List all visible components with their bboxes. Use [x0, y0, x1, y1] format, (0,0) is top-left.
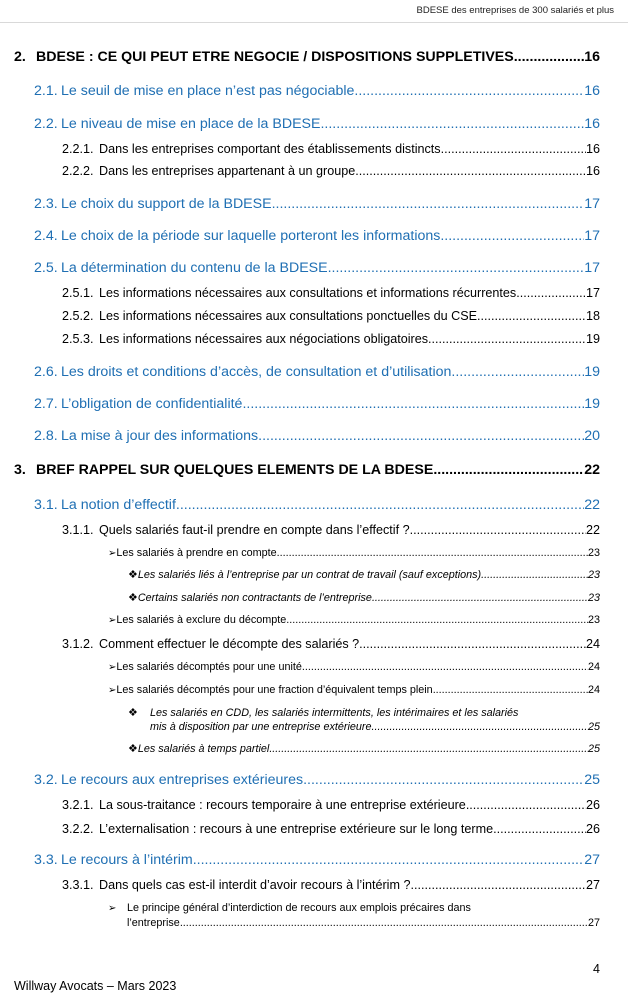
toc-page: 22: [585, 523, 600, 537]
toc-title: Dans quels cas est-il interdit d’avoir recours à l’intérim ?: [99, 878, 411, 892]
toc-number: 3.1.2.: [62, 637, 94, 651]
toc-title: Dans les entreprises appartenant à un groupe: [99, 164, 356, 178]
toc-entry-bullet[interactable]: [108, 684, 600, 696]
toc-entry-2-4[interactable]: [34, 228, 600, 244]
toc-number: 2.7.: [34, 396, 58, 412]
toc-page: 23: [587, 547, 600, 559]
toc-page: 22: [584, 497, 600, 513]
toc-entry-2-3[interactable]: [34, 196, 600, 212]
toc-page: 25: [587, 721, 600, 734]
toc-title: Les salariés à exclure du décompte: [116, 614, 287, 626]
toc-title: Certains salariés non contractants de l’entreprise: [137, 592, 372, 605]
footer-text: Willway Avocats – Mars 2023: [14, 979, 177, 993]
toc-title: La détermination du contenu de la BDESE: [61, 260, 328, 276]
toc-number: 3.2.1.: [62, 798, 94, 812]
toc-number: 2.2.1.: [62, 142, 94, 156]
toc-entry-2[interactable]: [14, 49, 600, 65]
toc-leader: [371, 720, 588, 734]
toc-page: 17: [584, 260, 600, 276]
toc-number: 3.1.: [34, 497, 58, 513]
toc-title: Les informations nécessaires aux consultations et informations récurrentes: [99, 286, 517, 300]
toc-entry-bullet[interactable]: [108, 547, 600, 559]
toc-entry-3[interactable]: [14, 462, 600, 478]
toc-leader: [410, 523, 586, 537]
toc-entry-2-2-2[interactable]: [62, 164, 600, 178]
toc-title: Les salariés décomptés pour une unité: [116, 661, 302, 673]
arrow-bullet-icon: ➢: [108, 684, 117, 696]
toc-entry-bullet[interactable]: [108, 614, 600, 626]
toc-leader: [302, 661, 588, 673]
toc-leader: [272, 196, 585, 212]
toc-title: Les salariés à prendre en compte: [116, 547, 277, 559]
toc-number: 2.4.: [34, 228, 58, 244]
toc-page: 16: [584, 49, 600, 65]
toc-entry-sub-bullet[interactable]: [128, 706, 600, 734]
toc-title: Dans les entreprises comportant des établissements distincts: [99, 142, 441, 156]
toc-title: Les droits et conditions d’accès, de consultation et d’utilisation: [61, 364, 452, 380]
toc-entry-bullet[interactable]: [108, 661, 600, 673]
toc-leader: [176, 497, 584, 513]
toc-entry-sub-bullet[interactable]: [128, 569, 600, 582]
arrow-bullet-icon: ➢: [108, 661, 117, 673]
toc-page: 23: [587, 592, 600, 605]
toc-page: 17: [584, 196, 600, 212]
toc-page: 16: [585, 164, 600, 178]
arrow-bullet-icon: ➢: [108, 614, 117, 626]
toc-number: 2.: [14, 49, 26, 65]
toc-number: 2.5.3.: [62, 332, 94, 346]
toc-number: 3.1.1.: [62, 523, 94, 537]
toc-title: L’obligation de confidentialité: [61, 396, 243, 412]
toc-title: La notion d’effectif: [61, 497, 176, 513]
toc-entry-2-5-2[interactable]: [62, 309, 600, 323]
toc-leader: [493, 822, 586, 836]
toc-leader: [451, 364, 584, 380]
toc-page: 24: [585, 637, 600, 651]
toc-leader: [441, 142, 586, 156]
toc-entry-2-8[interactable]: [34, 428, 600, 444]
toc-title: Le choix de la période sur laquelle porteront les informations: [61, 228, 441, 244]
toc-title: Les informations nécessaires aux négociations obligatoires: [99, 332, 429, 346]
arrow-bullet-icon: ➢: [108, 903, 117, 914]
toc-leader: [328, 260, 585, 276]
toc-title: La mise à jour des informations: [61, 428, 259, 444]
toc-leader: [258, 428, 584, 444]
diamond-bullet-icon: ❖: [128, 743, 138, 755]
toc-entry-2-5-3[interactable]: [62, 332, 600, 346]
toc-title: L’externalisation : recours à une entreprise extérieure sur le long terme: [99, 822, 494, 836]
toc-leader: [320, 116, 584, 132]
toc-entry-sub-bullet[interactable]: [128, 743, 600, 756]
toc-page: 16: [584, 116, 600, 132]
toc-title: BDESE : CE QUI PEUT ETRE NEGOCIE / DISPOSITIONS SUPPLETIVES: [36, 49, 514, 65]
diamond-bullet-icon: ❖: [128, 569, 138, 581]
toc-leader: [354, 83, 584, 99]
toc-leader: [514, 49, 584, 65]
toc-title: Le niveau de mise en place de la BDESE: [61, 116, 321, 132]
toc-title: Les salariés décomptés pour une fraction d’équivalent temps plein: [116, 684, 433, 696]
toc-leader: [242, 396, 584, 412]
toc-number: 2.1.: [34, 83, 58, 99]
toc-entry-3-3-1[interactable]: [62, 878, 600, 892]
toc-page: 16: [585, 142, 600, 156]
toc-number: 3.3.1.: [62, 878, 94, 892]
toc-number: 3.: [14, 462, 26, 478]
toc-entry-2-2-1[interactable]: [62, 142, 600, 156]
toc-title-line2: mis à disposition par une entreprise extérieure: [150, 721, 372, 734]
toc-entry-3-2-1[interactable]: [62, 798, 600, 812]
toc-number: 2.3.: [34, 196, 58, 212]
toc-leader: [440, 228, 584, 244]
toc-number: 2.5.2.: [62, 309, 94, 323]
toc-entry-3-1-1[interactable]: [62, 523, 600, 537]
toc-title: Le seuil de mise en place n’est pas négociable: [61, 83, 355, 99]
toc-entry-2-2[interactable]: [34, 116, 600, 132]
running-header: BDESE des entreprises de 300 salariés et plus: [416, 5, 614, 16]
toc-leader: [516, 286, 586, 300]
toc-title: Le recours aux entreprises extérieures: [61, 772, 304, 788]
toc-entry-3-1[interactable]: [34, 497, 600, 513]
toc-title: Le recours à l’intérim: [61, 852, 193, 868]
toc-title-line2: l’entreprise: [127, 916, 180, 929]
toc-page: 19: [585, 332, 600, 346]
toc-title: Les informations nécessaires aux consultations ponctuelles du CSE: [99, 309, 478, 323]
toc-entry-2-5[interactable]: [34, 260, 600, 276]
toc-entry-2-6[interactable]: [34, 364, 600, 380]
toc-page: 23: [587, 569, 600, 582]
toc-page: 24: [587, 661, 600, 673]
toc-entry-2-7[interactable]: [34, 396, 600, 412]
toc-title-line1: Le principe général d’interdiction de recours aux emplois précaires dans: [127, 902, 471, 914]
toc-leader: [410, 878, 586, 892]
toc-entry-3-3[interactable]: [34, 852, 600, 868]
toc-title-line1: Les salariés en CDD, les salariés intermittents, les intérimaires et les salariés: [150, 707, 519, 719]
toc-leader: [286, 614, 588, 626]
page-number: 4: [593, 962, 600, 976]
toc-title: Comment effectuer le décompte des salariés ?: [99, 637, 360, 651]
toc-leader: [355, 164, 586, 178]
toc-entry-bullet[interactable]: [108, 901, 600, 930]
toc-leader: [428, 332, 586, 346]
toc-page: 22: [584, 462, 600, 478]
toc-entry-sub-bullet[interactable]: [128, 592, 600, 605]
toc-entry-3-1-2[interactable]: [62, 637, 600, 651]
toc-page: 27: [585, 878, 600, 892]
toc-number: 3.2.2.: [62, 822, 94, 836]
toc-number: 2.8.: [34, 428, 58, 444]
toc-number: 3.3.: [34, 852, 58, 868]
toc-title: BREF RAPPEL SUR QUELQUES ELEMENTS DE LA BDESE: [36, 462, 434, 478]
toc-entry-2-1[interactable]: [34, 83, 600, 99]
toc-page: 25: [584, 772, 600, 788]
toc-leader: [359, 637, 586, 651]
toc-page: 25: [587, 743, 600, 756]
toc-page: 24: [587, 684, 600, 696]
toc-page: 26: [585, 822, 600, 836]
toc-number: 2.5.1.: [62, 286, 94, 300]
toc-entry-3-2-2[interactable]: [62, 822, 600, 836]
toc-page: 16: [584, 83, 600, 99]
toc-page: 19: [584, 396, 600, 412]
toc-leader: [303, 772, 584, 788]
toc-leader: [269, 743, 588, 755]
toc-page: 23: [587, 614, 600, 626]
toc-number: 3.2.: [34, 772, 58, 788]
toc-page: 17: [584, 228, 600, 244]
toc-number: 2.2.: [34, 116, 58, 132]
toc-leader: [433, 684, 588, 696]
toc-leader: [193, 852, 585, 868]
header-divider: [0, 22, 628, 23]
diamond-bullet-icon: ❖: [128, 592, 138, 604]
arrow-bullet-icon: ➢: [108, 547, 117, 559]
toc-leader: [433, 462, 584, 478]
toc-page: 19: [584, 364, 600, 380]
diamond-bullet-icon: ❖: [128, 707, 138, 719]
toc-title: Les salariés liés à l’entreprise par un contrat de travail (sauf exceptions): [137, 569, 482, 582]
toc-title: Quels salariés faut-il prendre en compte dans l’effectif ?: [99, 523, 410, 537]
toc-entry-2-5-1[interactable]: [62, 286, 600, 300]
toc-number: 2.6.: [34, 364, 58, 380]
toc-title: Les salariés à temps partiel: [137, 743, 270, 756]
toc-leader: [372, 592, 588, 604]
toc-number: 2.5.: [34, 260, 58, 276]
toc-number: 2.2.2.: [62, 164, 94, 178]
toc-entry-3-2[interactable]: [34, 772, 600, 788]
toc-page: 26: [585, 798, 600, 812]
toc-leader: [277, 547, 588, 559]
toc-title: Le choix du support de la BDESE: [61, 196, 272, 212]
toc-leader: [477, 309, 586, 323]
toc-page: 20: [584, 428, 600, 444]
toc-page: 18: [585, 309, 600, 323]
toc-leader: [466, 798, 586, 812]
toc-page: 27: [584, 852, 600, 868]
toc-title: La sous-traitance : recours temporaire à une entreprise extérieure: [99, 798, 466, 812]
toc-leader: [481, 569, 588, 581]
toc-page: 17: [585, 286, 600, 300]
toc-page: 27: [587, 916, 600, 929]
toc-leader: [180, 916, 588, 931]
